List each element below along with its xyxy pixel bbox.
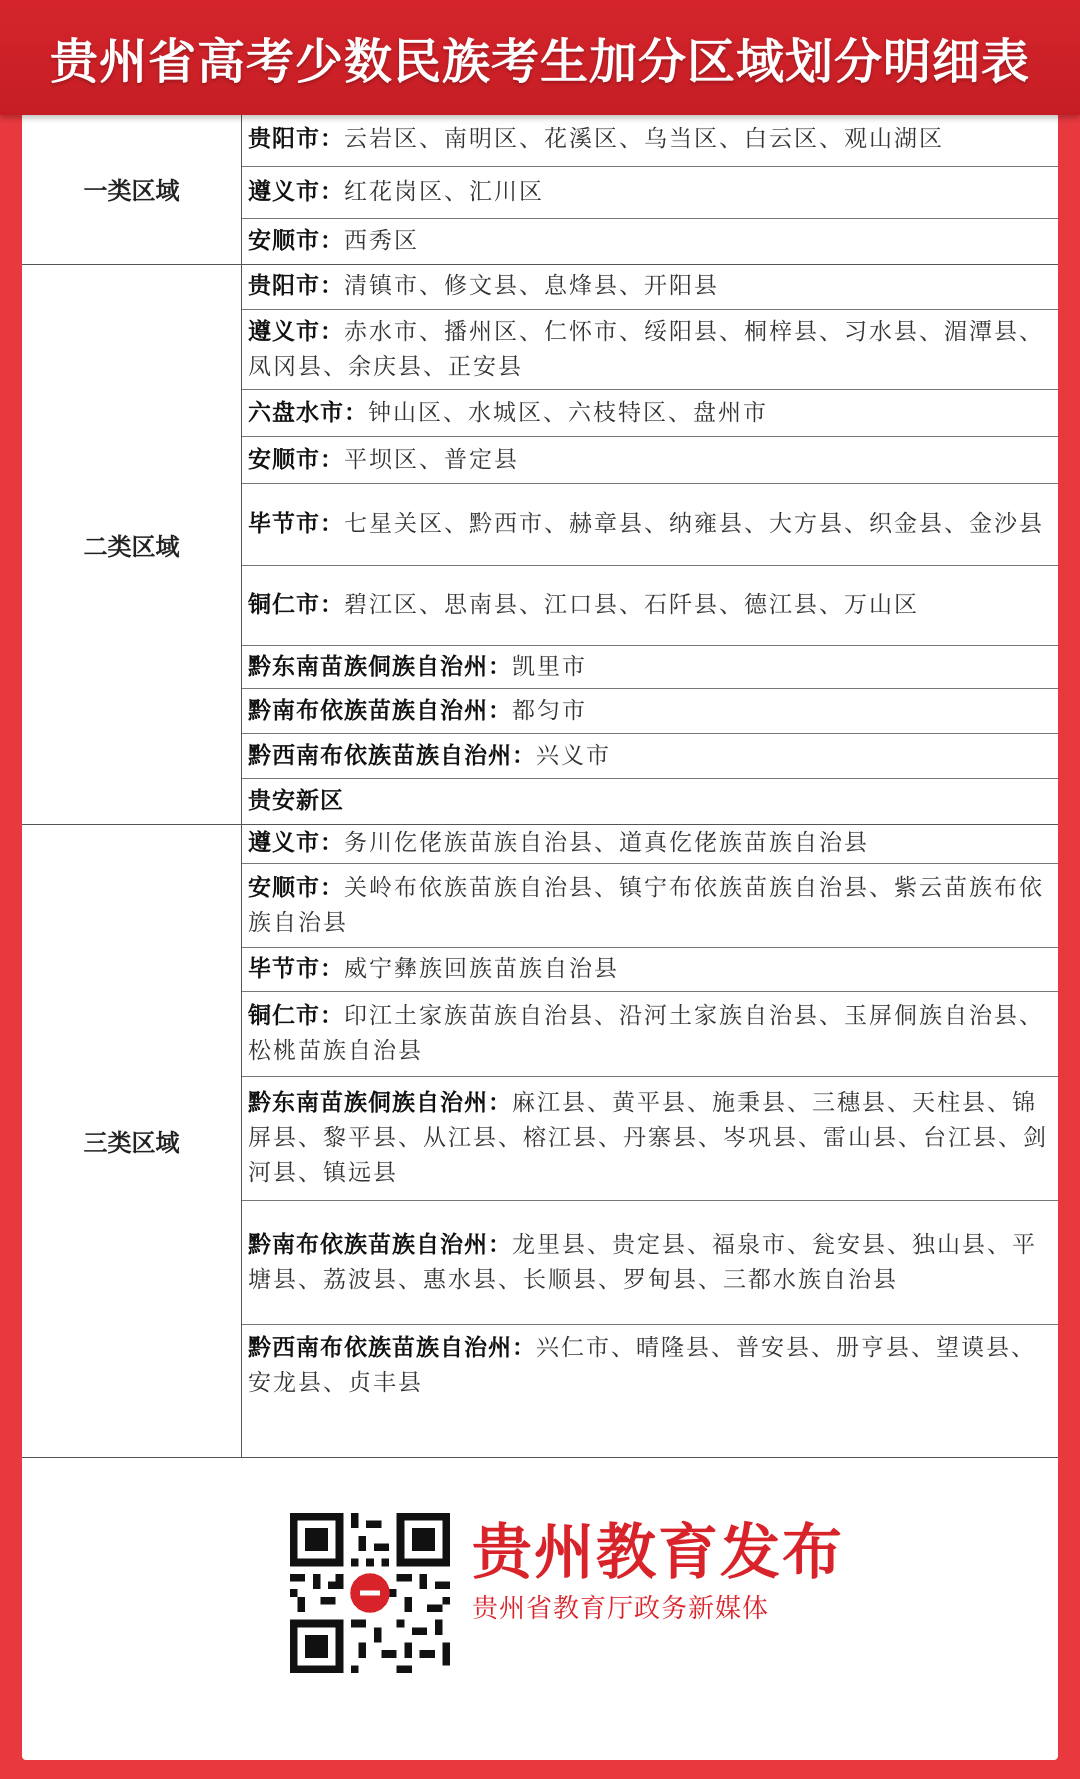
region-3 — [22, 824, 1058, 1458]
areas-text: 凯里市 — [512, 653, 587, 680]
table-row — [242, 219, 1058, 264]
logo — [472, 1517, 892, 1629]
table-row — [242, 734, 1058, 779]
areas-text: 碧江区、思南县、江口县、石阡县、德江县、万山区 — [344, 592, 919, 618]
table-row — [242, 264, 1058, 310]
areas-text: 兴仁市、晴隆县、普安县、册亨县、望谟县、安龙县、贞丰县 — [248, 1335, 1036, 1396]
table-row — [242, 992, 1058, 1077]
areas-text: 清镇市、修文县、息烽县、开阳县 — [344, 273, 719, 299]
city-label: 安顺市： — [248, 874, 344, 901]
city-label: 黔东南苗族侗族自治州： — [248, 1090, 512, 1116]
table-row — [242, 390, 1058, 437]
areas-text: 都匀市 — [512, 697, 587, 724]
table-row — [242, 167, 1058, 219]
city-label: 遵义市： — [248, 179, 344, 205]
title-bar — [0, 0, 1080, 115]
table-row — [242, 824, 1058, 864]
table-row — [242, 646, 1058, 689]
areas-text: 麻江县、黄平县、施秉县、三穗县、天柱县、锦屏县、黎平县、从江县、榕江县、丹寨县、岑巩县、雷山县、台江县、剑河县、镇远县 — [248, 1090, 1048, 1186]
areas-text: 七星关区、黔西市、赫章县、纳雍县、大方县、织金县、金沙县 — [344, 511, 1044, 537]
city-label: 安顺市： — [248, 228, 344, 254]
city-label: 贵阳市： — [248, 125, 344, 152]
table-row — [242, 948, 1058, 992]
city-label: 铜仁市： — [248, 592, 344, 618]
areas-text: 红花岗区、汇川区 — [344, 179, 544, 205]
areas-text: 赤水市、播州区、仁怀市、绥阳县、桐梓县、习水县、湄潭县、凤冈县、余庆县、正安县 — [248, 318, 1044, 380]
table-row — [242, 779, 1058, 824]
areas-text: 钟山区、水城区、六枝特区、盘州市 — [368, 399, 768, 426]
areas-text: 务川仡佬族苗族自治县、道真仡佬族苗族自治县 — [344, 830, 869, 856]
areas-text: 兴义市 — [536, 742, 611, 769]
table-row — [242, 112, 1058, 167]
page-title: 贵州省高考少数民族考生加分区域划分明细表 — [49, 34, 1030, 90]
city-label: 毕节市： — [248, 956, 344, 982]
city-label: 安顺市： — [248, 446, 344, 473]
region-2 — [22, 264, 1058, 825]
table-row — [242, 1325, 1058, 1407]
areas-text: 平坝区、普定县 — [344, 446, 519, 473]
city-label: 黔西南布依族苗族自治州： — [248, 1335, 536, 1361]
region-name: 二类区域 — [22, 264, 242, 824]
city-label: 毕节市： — [248, 511, 344, 537]
footer — [22, 1457, 1058, 1760]
city-label: 黔西南布依族苗族自治州： — [248, 742, 536, 769]
table-row — [242, 1201, 1058, 1325]
table-row — [242, 310, 1058, 390]
table-row — [242, 689, 1058, 734]
table-row — [242, 484, 1058, 566]
city-label: 黔南布依族苗族自治州： — [248, 1231, 512, 1258]
city-label: 铜仁市： — [248, 1003, 344, 1029]
table-card — [22, 112, 1058, 1760]
areas-text: 龙里县、贵定县、福泉市、瓮安县、独山县、平塘县、荔波县、惠水县、长顺县、罗甸县、三都水族自治县 — [248, 1231, 1037, 1293]
logo-main-text: 贵州教育发布 — [472, 1518, 844, 1588]
table-row — [242, 864, 1058, 948]
city-label: 贵阳市： — [248, 273, 344, 299]
areas-text: 西秀区 — [344, 228, 419, 254]
city-label: 黔南布依族苗族自治州： — [248, 697, 512, 724]
areas-text: 云岩区、南明区、花溪区、乌当区、白云区、观山湖区 — [344, 125, 944, 152]
city-label: 遵义市： — [248, 318, 344, 345]
areas-text: 印江土家族苗族自治县、沿河土家族自治县、玉屏侗族自治县、松桃苗族自治县 — [248, 1003, 1044, 1064]
region-name: 三类区域 — [22, 824, 242, 1457]
table-row — [242, 437, 1058, 484]
areas-text: 威宁彝族回族苗族自治县 — [344, 956, 619, 982]
qr-code-icon[interactable] — [290, 1513, 450, 1673]
city-label: 遵义市： — [248, 830, 344, 856]
table-row — [242, 566, 1058, 646]
logo-sub-text: 贵州省教育厅政务新媒体 — [472, 1594, 770, 1624]
region-name: 一类区域 — [22, 112, 242, 264]
region-1 — [22, 112, 1058, 265]
city-label: 贵安新区 — [248, 788, 344, 814]
city-label: 黔东南苗族侗族自治州： — [248, 653, 512, 680]
areas-text: 关岭布依族苗族自治县、镇宁布依族苗族自治县、紫云苗族布依族自治县 — [248, 874, 1044, 936]
city-label: 六盘水市： — [248, 399, 368, 426]
table-row — [242, 1077, 1058, 1201]
